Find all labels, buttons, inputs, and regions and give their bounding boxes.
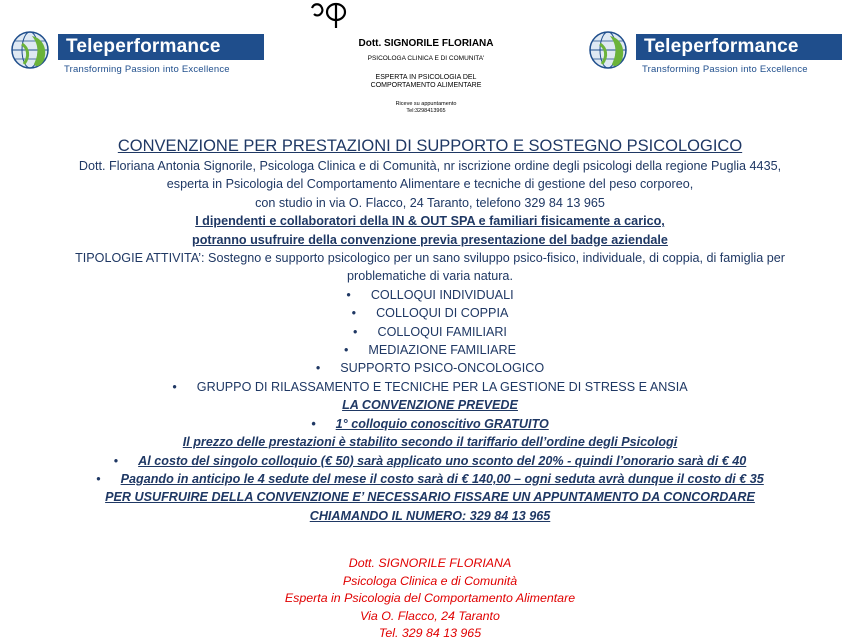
list-item: • COLLOQUI DI COPPIA bbox=[0, 304, 860, 322]
teleperformance-logo-right bbox=[586, 26, 846, 82]
logo-tagline: Transforming Passion into Excellence bbox=[64, 64, 230, 75]
psi-logo-icon bbox=[308, 2, 352, 30]
list-item: • GRUPPO DI RILASSAMENTO E TECNICHE PER LA GESTIONE DI STRESS E ANSIA bbox=[0, 378, 860, 396]
activity-types-line: problematiche di varia natura. bbox=[347, 269, 513, 284]
document-body bbox=[0, 136, 860, 525]
list-item: • Al costo del singolo colloquio (€ 50) sarà applicato uno sconto del 20% - quindi l’onorario sarà di € 40 bbox=[0, 452, 860, 470]
bullet-icon: • bbox=[346, 287, 351, 302]
document-title: CONVENZIONE PER PRESTAZIONI DI SUPPORTO E SOSTEGNO PSICOLOGICO bbox=[117, 137, 743, 155]
logo-wordmark: Teleperformance bbox=[58, 34, 264, 60]
list-item: • 1° colloquio conoscitivo GRATUITO bbox=[0, 415, 860, 433]
letterhead-tel: Tel:3298413965 bbox=[406, 108, 446, 114]
globe-icon bbox=[8, 26, 56, 74]
bullet-icon: • bbox=[311, 416, 316, 431]
bullet-icon: • bbox=[343, 343, 349, 358]
bullet-icon: • bbox=[113, 453, 119, 468]
call-number: CHIAMANDO IL NUMERO: 329 84 13 965 bbox=[309, 508, 551, 523]
letterhead-name: Dott. SIGNORILE FLORIANA bbox=[358, 38, 494, 49]
list-item: • SUPPORTO PSICO-ONCOLOGICO bbox=[0, 359, 860, 377]
list-item: • MEDIAZIONE FAMILIARE bbox=[0, 341, 860, 359]
list-item: • Pagando in anticipo le 4 sedute del mese il costo sarà di € 140,00 – ogni seduta avrà dunque il costo di € 35 bbox=[0, 470, 860, 488]
pricing-note: Il prezzo delle prestazioni è stabilito secondo il tariffario dell’ordine degli Psicologi bbox=[182, 435, 678, 450]
globe-icon bbox=[586, 26, 634, 74]
logo-wordmark: Teleperformance bbox=[636, 34, 842, 60]
activity-types-line: TIPOLOGIE ATTIVITA’: Sostegno e supporto psicologico per un sano sviluppo psico-fisico, individuale, di coppia, di famiglia per bbox=[75, 251, 785, 266]
intro-line: Dott. Floriana Antonia Signorile, Psicologa Clinica e di Comunità, nr iscrizione ordine degli psicologi della regione Puglia 4435, bbox=[78, 159, 782, 173]
list-item: • COLLOQUI INDIVIDUALI bbox=[0, 286, 860, 304]
convention-heading: LA CONVENZIONE PREVEDE bbox=[342, 398, 518, 413]
signature-block bbox=[0, 555, 860, 643]
signature-title: Psicologa Clinica e di Comunità bbox=[342, 573, 518, 588]
list-item: • COLLOQUI FAMILIARI bbox=[0, 323, 860, 341]
booking-note: PER USUFRUIRE DELLA CONVENZIONE E’ NECESSARIO FISSARE UN APPUNTAMENTO DA CONCORDARE bbox=[105, 490, 755, 505]
employees-line: potranno usufruire della convenzione previa presentazione del badge aziendale bbox=[192, 232, 668, 247]
signature-expertise: Esperta in Psicologia del Comportamento Alimentare bbox=[284, 591, 576, 605]
letterhead-expertise: ESPERTA IN PSICOLOGIA DEL bbox=[375, 74, 477, 81]
letterhead-expertise: COMPORTAMENTO ALIMENTARE bbox=[370, 82, 482, 89]
signature-address: Via O. Flacco, 24 Taranto bbox=[360, 608, 500, 623]
signature-name: Dott. SIGNORILE FLORIANA bbox=[348, 556, 512, 570]
bullet-icon: • bbox=[172, 379, 177, 394]
letterhead-specialty: PSICOLOGA CLINICA E DI COMUNITA' bbox=[367, 55, 485, 62]
employees-line: I dipendenti e collaboratori della IN & OUT SPA e familiari fisicamente a carico, bbox=[195, 214, 665, 229]
intro-line: con studio in via O. Flacco, 24 Taranto, telefono 329 84 13 965 bbox=[255, 195, 605, 210]
bullet-icon: • bbox=[315, 361, 321, 376]
intro-line: esperta in Psicologia del Comportamento Alimentare e tecniche di gestione del peso corporeo, bbox=[166, 177, 694, 192]
signature-phone: Tel. 329 84 13 965 bbox=[378, 626, 482, 640]
bullet-icon: • bbox=[351, 306, 357, 321]
logo-tagline: Transforming Passion into Excellence bbox=[642, 64, 808, 75]
teleperformance-logo-left bbox=[8, 26, 268, 82]
letterhead bbox=[306, 2, 546, 120]
bullet-icon: • bbox=[96, 471, 101, 486]
bullet-icon: • bbox=[353, 324, 358, 339]
letterhead-appointment: Riceve su appuntamento bbox=[395, 101, 457, 107]
